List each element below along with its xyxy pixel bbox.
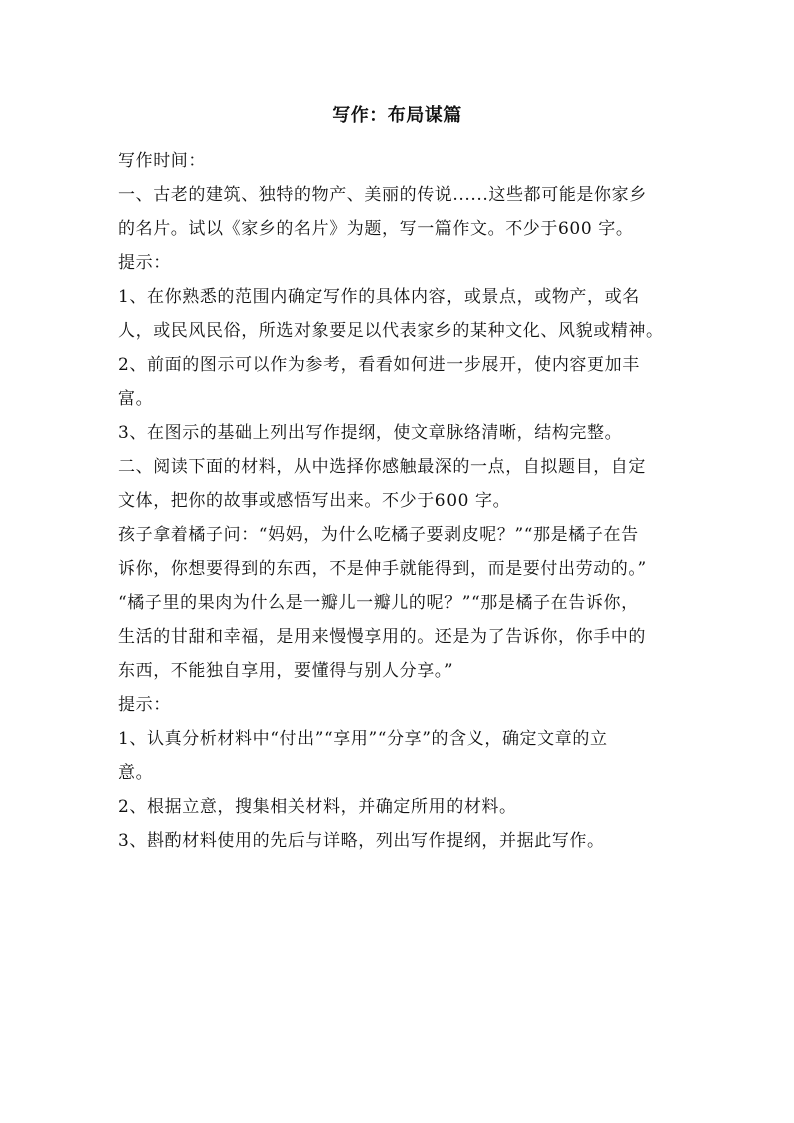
task-one-line-2: 的名片。试以《家乡的名片》为题，写一篇作文。不少于600 字。: [118, 219, 634, 239]
hint-heading-1: 提示：: [118, 253, 171, 273]
task-two-line-2: 文体，把你的故事或感悟写出来。不少于600 字。: [118, 491, 511, 511]
page-title: 写作：布局谋篇: [332, 105, 462, 126]
task-one-line-1: 一、古老的建筑、独特的物产、美丽的传说......这些都可能是你家乡: [118, 185, 647, 205]
hint-1-line-1: 1、在你熟悉的范围内确定写作的具体内容，或景点，或物产，或名: [118, 287, 640, 307]
material-line-1: 孩子拿着橘子问：“妈妈，为什么吃橘子要剥皮呢？”“那是橘子在告: [118, 525, 639, 545]
hint-1-line-2: 人，或民风民俗，所选对象要足以代表家乡的某种文化、风貌或精神。: [118, 321, 664, 341]
hint-3-line: 3、在图示的基础上列出写作提纲，使文章脉络清晰，结构完整。: [118, 423, 623, 443]
material-line-3: “橘子里的果肉为什么是一瓣儿一瓣儿的呢？”“那是橘子在告诉你，: [118, 593, 639, 613]
hint-4-line-1: 1、认真分析材料中“付出”“享用”“分享”的含义，确定文章的立: [118, 729, 608, 749]
task-two-line-1: 二、阅读下面的材料，从中选择你感触最深的一点，自拟题目，自定: [118, 457, 646, 477]
hint-4-line-2: 意。: [118, 763, 154, 783]
document-body: [118, 144, 683, 858]
hint-6-line: 3、斟酌材料使用的先后与详略，列出写作提纲，并据此写作。: [118, 831, 605, 851]
hint-5-line: 2、根据立意，搜集相关材料，并确定所用的材料。: [118, 797, 517, 817]
material-line-5: 东西，不能独自享用，要懂得与别人分享。”: [118, 661, 454, 681]
hint-2-line-1: 2、前面的图示可以作为参考，看看如何进一步展开，使内容更加丰: [118, 355, 640, 375]
writing-time-label: 写作时间：: [118, 151, 206, 171]
hint-2-line-2: 富。: [118, 389, 154, 409]
material-line-2: 诉你，你想要得到的东西，不是伸手就能得到，而是要付出劳动的。”: [118, 559, 647, 579]
material-line-4: 生活的甘甜和幸福，是用来慢慢享用的。还是为了告诉你，你手中的: [118, 627, 646, 647]
hint-heading-2: 提示：: [118, 695, 171, 715]
